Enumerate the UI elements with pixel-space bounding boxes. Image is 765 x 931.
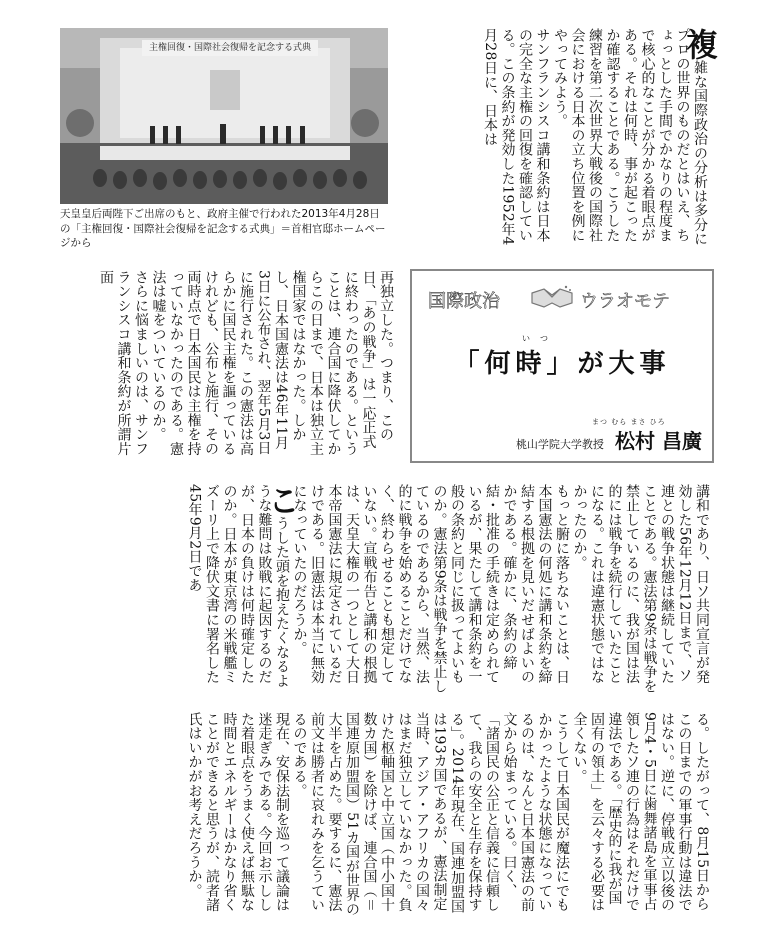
bottom-paragraph-2: もっと腑に落ちないことは、日本国憲法の何処に講和条約を締結する根拠を見いだせばよいのかである。確かに、条約の締結・批准の手続きは定められているが、果たして講和条約を一般の条約と同じに扱ってよいものか。憲法第9条は戦争を禁止しているのであるから、当然、法的に戦争を始めることだけでなく、終わらせることも想定していない。宣戦布告と講和の根拠は、天皇大権の一つとして大日本帝国憲法に規定されているだけである。旧憲法は本当に無効になっていたのだろうか。	[291, 484, 570, 694]
series-header	[422, 283, 702, 313]
bottom-left-paragraph-3: 現在、安保法制を巡って議論は迷走ぎみである。今回お示しした着眼点をうまく使えば無駄な時間とエネルギーはかなり省くことができると思うが、読者諸氏はいかがお考えだろうか。	[186, 712, 290, 913]
column-title: 「何時」が大事	[453, 349, 671, 379]
series-label-left: 国際政治	[428, 291, 500, 312]
top-text-column	[396, 28, 719, 256]
bottom-left-text-column	[60, 712, 710, 918]
drop-cap: 複	[681, 28, 719, 61]
bottom-paragraph-1: 講和であり、日ソ共同宣言が発効した56年12月12日まで、ソ連との戦争状態は継続していたことである。憲法第9条は戦争を禁止しているのに、我が国は法的には戦争を続行していたことになる。これは違憲状態ではなかったのか。	[571, 484, 710, 694]
author-name: 松村 昌廣	[615, 429, 702, 453]
middle-paragraph-1: 再独立した。つまり、この日、「あの戦争」は一応正式に終わったのである。ということは、連合国に降伏してからこの日まで、日本は独立主権国家ではなかった。しかし、日本国憲法は46年11月3日に公布され、翌年5月3日に施行された。この憲法は高らかに国民主権を謳っているけれども、公布と施行、その両時点で日本国民は主権を持っていなかったのである。憲法は嘘をついているのか。	[150, 270, 394, 456]
author-affiliation: 桃山学院大学教授	[515, 438, 604, 451]
bottom-paragraph-3: うした頭を抱えたくなるような難問は敗戦に起因するのだが、日本の負けは何時確定したのか。日本が東京湾の米戦艦ミズーリ上で降伏文書に署名した45年9月2日であ	[186, 484, 290, 688]
top-paragraph-1: 雑な国際政治の分析は多分にプロの世界のものだとはいえ、ちょっとした手間でかなりの程度まで核心的なことが分かる着眼点がある。それは何時、事が起こったか確認することである。こうした練習を第二次世界大戦後の国際社会における日本の立ち位置を例にやってみよう。	[552, 28, 708, 247]
bottom-left-paragraph-1: る。したがって、8月15日からこの日までの軍事行動は違法ではない。逆に、停戦成立以後の9月4・5日に歯舞諸島を軍事占領したソ連の行為はそれだけで違法である。「歴史的に我が国固有の領土」を云々する必要は全くない。	[571, 712, 710, 913]
bottom-left-paragraph-2: こうして日本国民が魔法にでもかかったような状態になっているのは、なんと日本国憲法の前文から始まっている。曰く、「諸国民の公正と信義に信頼して、我らの安全と生存を保持する」。2014年現在、国連加盟国は193カ国であるが、憲法制定当時、アジア・アフリカの国々はまだ独立していなかった。負けた枢軸国と中立国（中小国十数カ国）を除けば、連合国（＝国連原加盟国）51カ国が世界の大半を占めた。要するに、憲法前文は勝者に哀れみを乞うているのである。	[291, 712, 570, 917]
ceremony-banner: 主権回復・国際社会復帰を記念する式典	[142, 40, 318, 56]
middle-text-column	[60, 270, 394, 458]
bottom-right-text-column	[60, 484, 710, 696]
drop-cap-ko: こ	[263, 484, 301, 517]
author-line	[422, 425, 702, 454]
photo-caption: 天皇皇后両陛下ご出席のもと、政府主催で行われた2013年4月28日の「主権回復・国際社会復帰を記念する式典」＝首相官邸ホームページから	[60, 208, 386, 249]
column-title-box	[410, 269, 714, 463]
handshake-icon	[530, 283, 574, 318]
top-paragraph-2: サンフランシスコ講和条約は日本の完全な主権の回復を確認している。この条約が発効した1952年4月28日に、日本は	[482, 28, 551, 246]
series-label-right: ウラオモテ	[580, 291, 670, 312]
middle-paragraph-2: さらに悩ましいのは、サンフランシスコ講和条約が所謂片面	[98, 270, 149, 456]
author-ruby: まつ むら まさ ひろ	[592, 418, 666, 426]
title-ruby: いつ	[522, 334, 558, 343]
ceremony-photo	[60, 28, 388, 204]
